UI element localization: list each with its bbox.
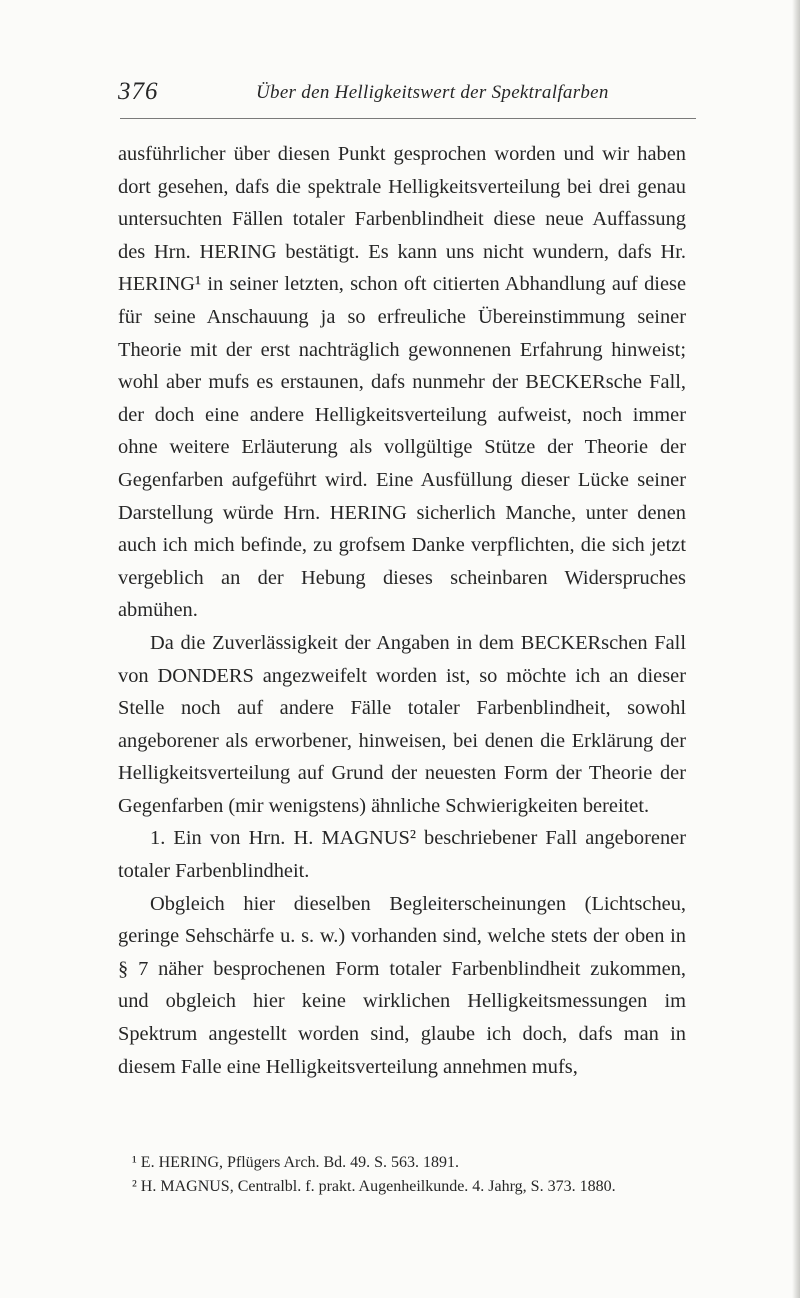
body-text: [118, 138, 686, 1083]
footnote: ¹ E. HERING, Pflügers Arch. Bd. 49. S. 563. 1891.: [132, 1154, 460, 1171]
paragraph: 1. Ein von Hrn. H. MAGNUS² beschriebener Fall angeborener totaler Farbenblindheit.: [118, 827, 686, 883]
page-number: 376: [118, 78, 159, 105]
page-header: [0, 78, 800, 108]
paragraph: Da die Zuverlässigkeit der Angaben in dem BECKERschen Fall von DONDERS angezweifelt worden ist, so möchte ich an dieser Stelle noch auf andere Fälle totaler Farbenblindheit, sowohl angeborener als erworbener, hinweisen, bei denen die Erklärung der Helligkeitsverteilung auf Grund der neuesten Form der Theorie der Gegenfarben (mir wenigstens) ähnliche Schwierigkeiten bereitet.: [118, 631, 686, 817]
footnote: ² H. MAGNUS, Centralbl. f. prakt. Augenheilkunde. 4. Jahrg, S. 373. 1880.: [132, 1178, 616, 1195]
footnotes: [118, 1151, 718, 1199]
page-edge-shadow: [792, 0, 800, 1298]
header-rule: [120, 118, 696, 119]
running-title: Über den Helligkeitswert der Spektralfarben: [256, 82, 609, 103]
paragraph: ausführlicher über diesen Punkt gesprochen worden und wir haben dort gesehen, dafs die spektrale Helligkeitsverteilung bei drei genau untersuchten Fällen totaler Farbenblindheit diese neue Auffassung des Hrn. HERING bestätigt. Es kann uns nicht wundern, dafs Hr. HERING¹ in seiner letzten, schon oft citierten Abhandlung auf diese für seine Anschauung ja so erfreuliche Übereinstimmung seiner Theorie mit der erst nachträglich gewonnenen Erfahrung hinweist; wohl aber mufs es erstaunen, dafs nunmehr der BECKERsche Fall, der doch eine andere Helligkeitsverteilung aufweist, noch immer ohne weitere Erläuterung als vollgültige Stütze der Theorie der Gegenfarben aufgeführt wird. Eine Ausfüllung dieser Lücke seiner Darstellung würde Hrn. HERING sicherlich Manche, unter denen auch ich mich befinde, zu grofsem Danke verpflichten, die sich jetzt vergeblich an der Hebung dieses scheinbaren Widerspruches abmühen.: [118, 143, 686, 622]
paragraph: Obgleich hier dieselben Begleiterscheinungen (Lichtscheu, geringe Sehschärfe u. s. w.) vorhanden sind, welche stets der oben in § 7 näher besprochenen Form totaler Farbenblindheit zukommen, und obgleich hier keine wirklichen Helligkeitsmessungen im Spektrum angestellt worden sind, glaube ich doch, dafs man in diesem Falle eine Helligkeitsverteilung annehmen mufs,: [118, 892, 686, 1078]
